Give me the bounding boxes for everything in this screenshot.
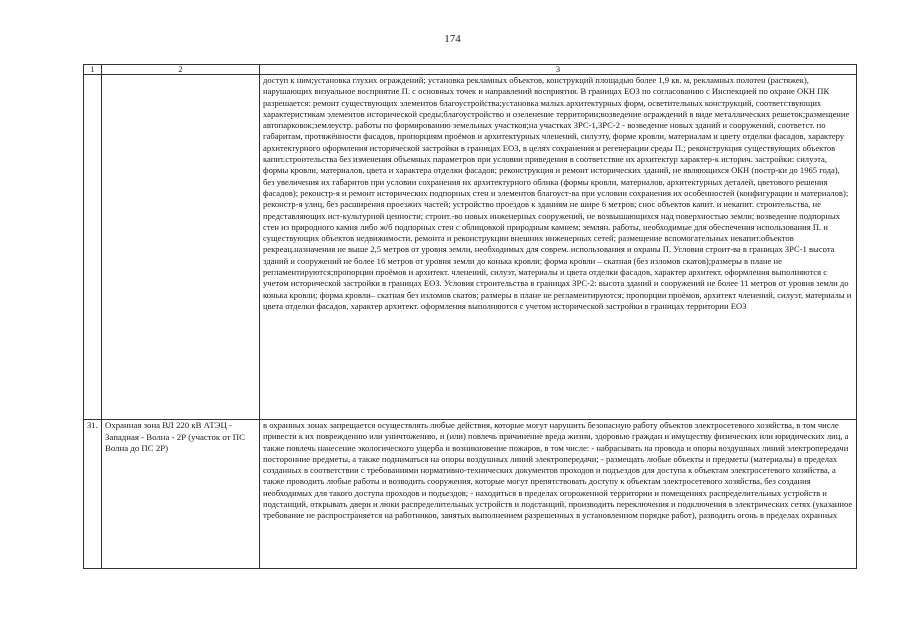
zone-name: Охранная зона ВЛ 220 кВ АТЭЦ - Западная - Волна - 2Р (участок от ПС Волна до ПС 2Р) [102,420,260,569]
regulations-table [83,64,857,569]
header-col-2: 2 [102,65,260,75]
header-col-1: 1 [84,65,102,75]
page-number: 174 [444,33,461,45]
table-row-31 [84,420,857,569]
table-header-row [84,65,857,75]
zone-regulations-text: доступ к ним;установка глухих ограждений; установка рекламных объектов, конструкций площадью более 1,9 кв. м, рекламных полотен (растяжек), нарушающих визуальное восприятие П. с основных точек и направлений восприятия. В границах ЕОЗ по согласованию с Инспекцией по охране ОКН ПК разрешается: ремонт существующих элементов благоустройства;установка малых архитектурных форм, осветительных конструкций, соответствующих характеристикам элементов исторической среды;благоустройство и озеленение территории;возведение ограждений в виде металлических решеток;размещение автопарковок;землеустр. работы по формированию земельных участков;на участках ЗРС-1,ЗРС-2 - возведение новых зданий и сооружений, соответст. по габаритам, протяжённости фасадов, пропорциям проёмов и архитектурных членений, силуэту, форме кровли, материалам и цвету отделки фасадов, характеру архитектурного оформления исторической застройки в границах ЕОЗ, в целях сохранения и регенерации среды П.; реконструкция существующих объектов капит.строительства без изменения объемных параметров при условии приведения в соответствие их архитектур характер-к историч. застройки: силуэта, формы кровли, материалов, цвета и характера отделки фасадов; реконструкция и ремонт исторических зданий, не являющихся ОКН (постр-ки до 1965 года), без увеличения их габаритов при условии сохранения их архитектурного облика (формы кровли, материалов, архитектурных деталей, цветового решения фасадов); реконстр-я и ремонт исторических подпорных стен и элементов благоуст-ва при условии сохранения их особенностей (конфигурации и материалов); реконстр-я улиц, без расширения проезжих частей; устройство проездов к зданиям не шире 6 метров; снос объектов капит. и некапит. строительства, не представляющих ист-культурной ценности; строит.-во новых инженерных сооружений, не возвышающихся над поверхностью земли; возведение подпорных стен из природного камня либо ж/б подпорных стен с облицовкой природным камнем; землян. работы, необходимые для обеспечения использования П. и существующих объектов недвижимости, ремонта и реконструкции внешних инженерных сетей; размещение вспомогательных некапит.объектов рекреац.назначения не выше 2,5 метров от уровня земли, необходимых для соврем. использования и охраны П. Условия строит-ва в границах ЗРС-1 высота зданий и сооружений не более 16 метров от уровня земли до конька кровли; форма кровли – скатная (без изломов скатов);размеры в плане не регламентируются;пропорции проёмов и архитект. членений, силуэт, материалы и цвета отделки фасадов, характер архитект. оформления выполняются с учетом исторической застройки в границах ЕОЗ. Условия строительства в границах ЗРС-2: высота зданий и сооружений не более 11 метров от уровня земли до конька кровли; форма кровли– скатная без изломов скатов; размеры в плане не регламентируются; пропорции проёмов, архитект членений, силуэт, материалы и цвета отделки фасадов, характер архитект. оформления выполняются с учетом исторической застройки в границах территории ЕОЗ [260,75,857,420]
zone-regulations-text: в охранных зонах запрещается осуществлять любые действия, которые могут нарушить безопасную работу объектов электросетевого хозяйства, в том числе привести к их повреждению или уничтожению, и (или) повлечь причинение вреда жизни, здоровью граждан и имуществу физических или юридических лиц, а также повлечь нанесение экологического ущерба и возникновение пожаров, в том числе: - набрасывать на провода и опоры воздушных линий электропередачи посторонние предметы, а также подниматься на опоры воздушных линий электропередачи; - размещать любые объекты и предметы (материалы) в пределах созданных в соответствии с требованиями нормативно-технических документов проходов и подъездов для доступа к объектам электросетевого хозяйства, а также проводить любые работы и возводить сооружения, которые могут препятствовать доступу к объектам электросетевого хозяйства, без создания необходимых для такого доступа проходов и подъездов; - находиться в пределах огороженной территории и помещениях распределительных устройств и подстанций, открывать двери и люки распределительных устройств и подстанций, производить переключения и подключения в электрических сетях (указанное требование не распространяется на работников, занятых выполнением разрешенных в установленном порядке работ), разводить огонь в пределах охранных [260,420,857,569]
table-row-continued [84,75,857,420]
header-col-3: 3 [260,65,857,75]
row-number [84,75,102,420]
row-number: 31. [84,420,102,569]
zone-name [102,75,260,420]
